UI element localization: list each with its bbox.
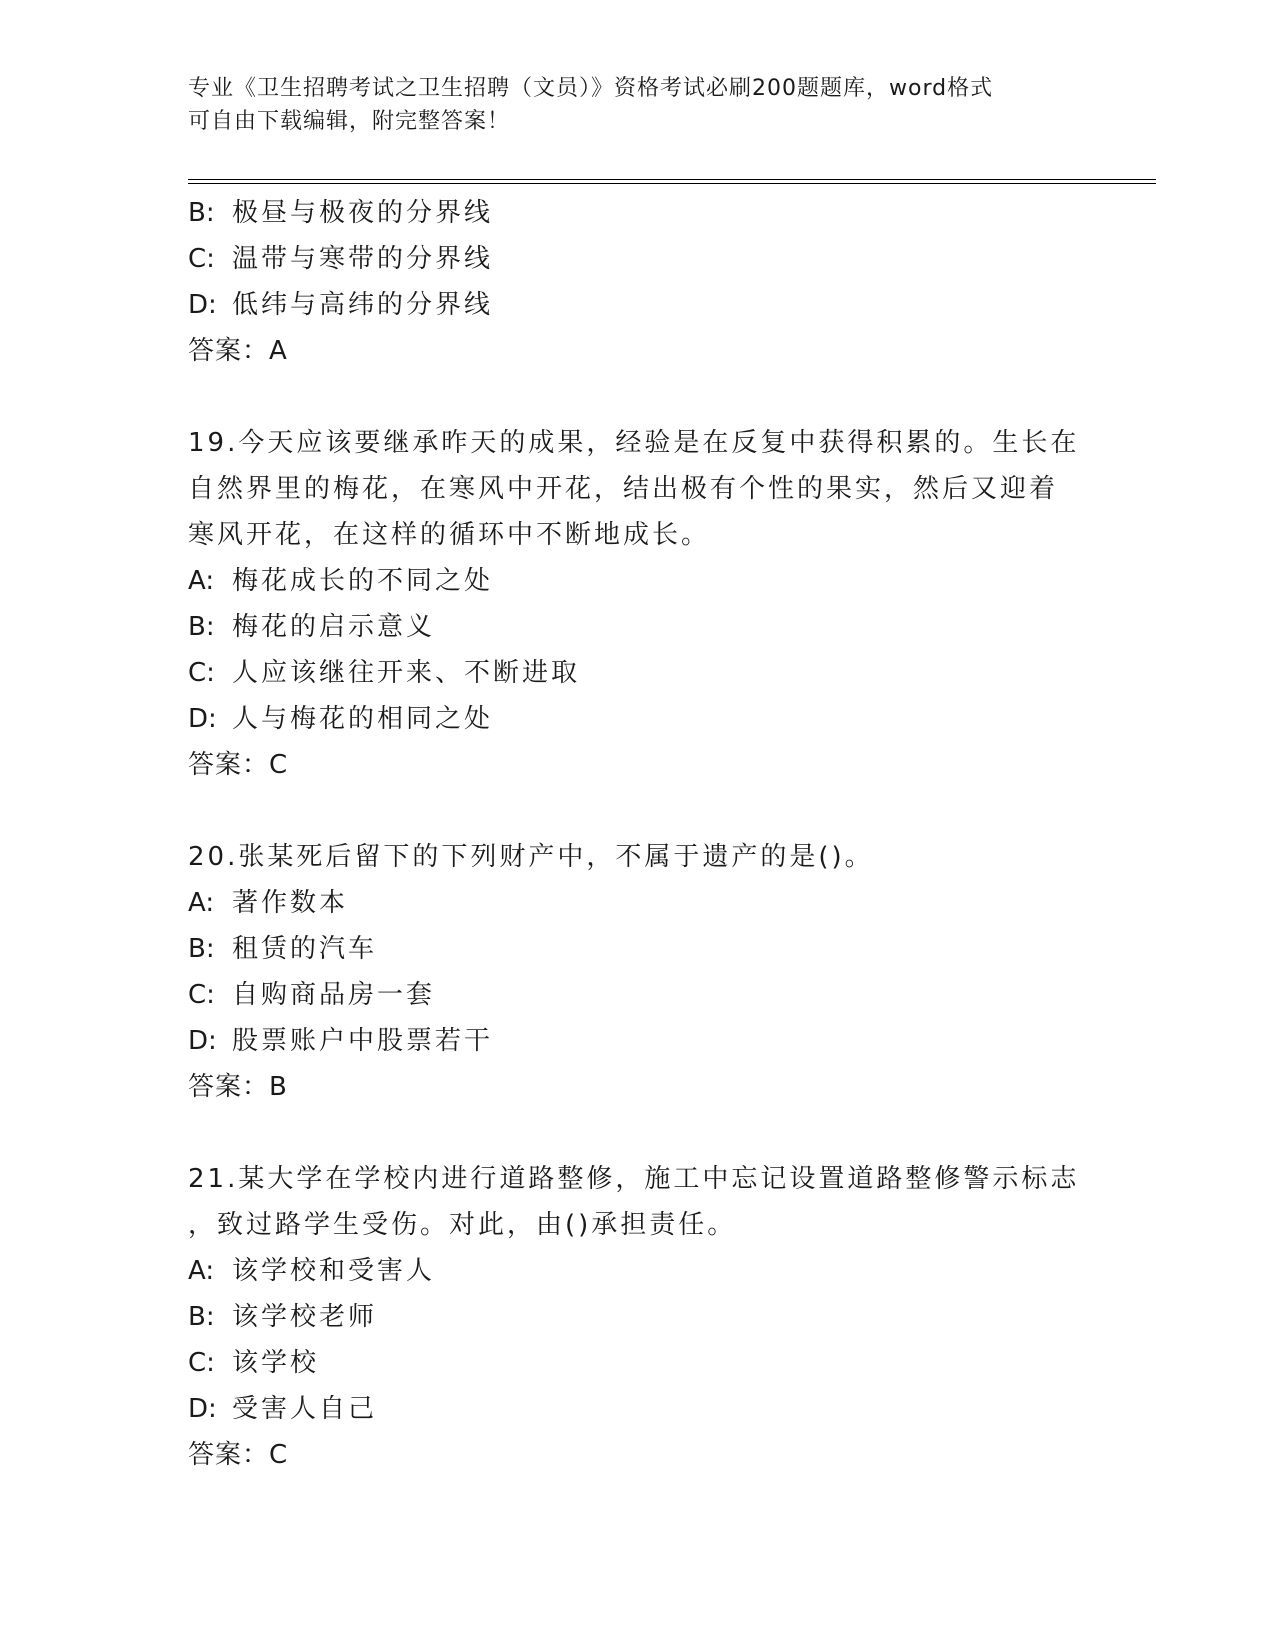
option-key: C: xyxy=(188,244,215,274)
header-divider-bottom xyxy=(188,183,1156,184)
question-stem-line: 自然界里的梅花，在寒风中开花，结出极有个性的果实，然后又迎着 xyxy=(188,474,1059,504)
option-key: B: xyxy=(188,612,215,642)
option-d xyxy=(188,696,1088,742)
option-a xyxy=(188,880,1088,926)
spacer xyxy=(188,788,1088,834)
option-text: 著作数本 xyxy=(232,888,349,918)
option-d xyxy=(188,1018,1088,1064)
option-b xyxy=(188,190,1088,236)
answer: 答案：C xyxy=(188,1440,289,1470)
option-key: C: xyxy=(188,658,215,688)
option-b xyxy=(188,926,1088,972)
option-c xyxy=(188,972,1088,1018)
answer: 答案：A xyxy=(188,336,288,366)
option-text: 人与梅花的相同之处 xyxy=(232,704,494,734)
option-a xyxy=(188,1248,1088,1294)
question-20 xyxy=(188,834,1088,1110)
option-key: B: xyxy=(188,1302,215,1332)
question-stem-line: 19.今天应该要继承昨天的成果，经验是在反复中获得积累的。生长在 xyxy=(188,428,1080,458)
header-divider-top xyxy=(188,179,1156,180)
header-title-line-2: 可自由下载编辑，附完整答案！ xyxy=(188,109,511,134)
option-b xyxy=(188,604,1088,650)
option-text: 股票账户中股票若干 xyxy=(232,1026,494,1056)
option-a xyxy=(188,558,1088,604)
option-key: A: xyxy=(188,888,215,918)
option-text: 温带与寒带的分界线 xyxy=(232,244,494,274)
question-21 xyxy=(188,1156,1088,1478)
question-list xyxy=(188,190,1088,1478)
spacer xyxy=(188,374,1088,420)
option-text: 该学校老师 xyxy=(232,1302,378,1332)
option-text: 极昼与极夜的分界线 xyxy=(232,198,494,228)
answer: 答案：B xyxy=(188,1072,288,1102)
option-text: 梅花的启示意义 xyxy=(232,612,436,642)
option-d xyxy=(188,1386,1088,1432)
option-text: 租赁的汽车 xyxy=(232,934,378,964)
option-text: 人应该继往开来、不断进取 xyxy=(232,658,581,688)
option-text: 自购商品房一套 xyxy=(232,980,436,1010)
option-text: 受害人自己 xyxy=(232,1394,378,1424)
option-key: B: xyxy=(188,934,215,964)
document-header xyxy=(188,72,1068,138)
option-key: B: xyxy=(188,198,215,228)
option-text: 该学校和受害人 xyxy=(232,1256,436,1286)
option-key: C: xyxy=(188,1348,215,1378)
option-key: A: xyxy=(188,566,215,596)
option-b xyxy=(188,1294,1088,1340)
option-d xyxy=(188,282,1088,328)
header-title-line-1: 专业《卫生招聘考试之卫生招聘（文员）》资格考试必刷200题题库，word格式 xyxy=(188,76,994,101)
option-key: D: xyxy=(188,1026,217,1056)
answer: 答案：C xyxy=(188,750,289,780)
option-key: D: xyxy=(188,704,217,734)
question-19 xyxy=(188,420,1088,788)
question-stem-line: ，致过路学生受伤。对此，由()承担责任。 xyxy=(188,1210,737,1240)
question-stem-line: 21.某大学在学校内进行道路整修，施工中忘记设置道路整修警示标志 xyxy=(188,1164,1080,1194)
question-stem-line: 20.张某死后留下的下列财产中，不属于遗产的是()。 xyxy=(188,842,874,872)
option-c xyxy=(188,650,1088,696)
option-key: A: xyxy=(188,1256,215,1286)
spacer xyxy=(188,1110,1088,1156)
question-stem-line: 寒风开花，在这样的循环中不断地成长。 xyxy=(188,520,711,550)
option-text: 梅花成长的不同之处 xyxy=(232,566,494,596)
option-key: D: xyxy=(188,290,217,320)
option-text: 该学校 xyxy=(232,1348,320,1378)
option-key: C: xyxy=(188,980,215,1010)
option-text: 低纬与高纬的分界线 xyxy=(232,290,494,320)
option-c xyxy=(188,236,1088,282)
option-key: D: xyxy=(188,1394,217,1424)
question-18-continued xyxy=(188,190,1088,374)
option-c xyxy=(188,1340,1088,1386)
